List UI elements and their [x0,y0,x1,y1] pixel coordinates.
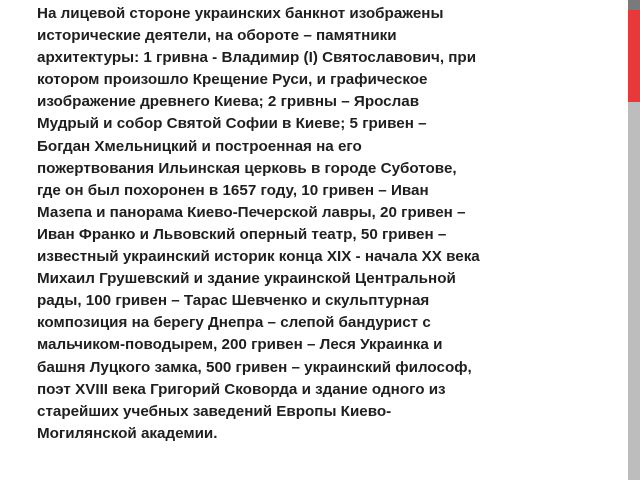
accent-bar-bottom [628,102,640,480]
text-line: На лицевой стороне украинских банкнот изображены [37,5,444,22]
text-line: Мазепа и панорама Киево-Печерской лавры, 20 гривен – [37,203,466,221]
text-line: котором произошло Крещение Руси, и графическое [37,71,428,89]
text-line: Богдан Хмельницкий и построенная на его [37,137,362,155]
text-line: Мудрый и собор Святой Софии в Киеве; 5 гривен – [37,115,427,133]
text-line: мальчиком-поводырем, 200 гривен – Леся Украинка и [37,336,443,354]
text-line: архитектуры: 1 гривна - Владимир (I) Святославович, при [37,49,477,67]
text-line: Михаил Грушевский и здание украинской Центральной [37,270,456,288]
accent-bar-red [628,10,640,102]
text-line: поэт XVIII века Григорий Сковорда и здание одного из [37,380,446,398]
slide-body-text [37,3,577,445]
text-line: Иван Франко и Львовский оперный театр, 50 гривен – [37,225,447,243]
text-line: пожертвования Ильинская церковь в городе Суботове, [37,159,457,177]
accent-bar-top [628,0,640,10]
text-line: исторические деятели, на обороте – памятники [37,27,397,45]
text-line: рады, 100 гривен – Тарас Шевченко и скульптурная [37,292,430,310]
text-line: старейших учебных заведений Европы Киево- [37,402,392,420]
text-line: Могилянской академии. [37,424,218,442]
text-line: композиция на берегу Днепра – слепой бандурист с [37,314,431,332]
text-line: известный украинский историк конца XIX - начала XX века [37,248,480,266]
text-line: где он был похоронен в 1657 году, 10 гривен – Иван [37,181,429,199]
text-line: изображение древнего Киева; 2 гривны – Ярослав [37,93,420,111]
text-line: башня Луцкого замка, 500 гривен – украинский философ, [37,358,472,376]
